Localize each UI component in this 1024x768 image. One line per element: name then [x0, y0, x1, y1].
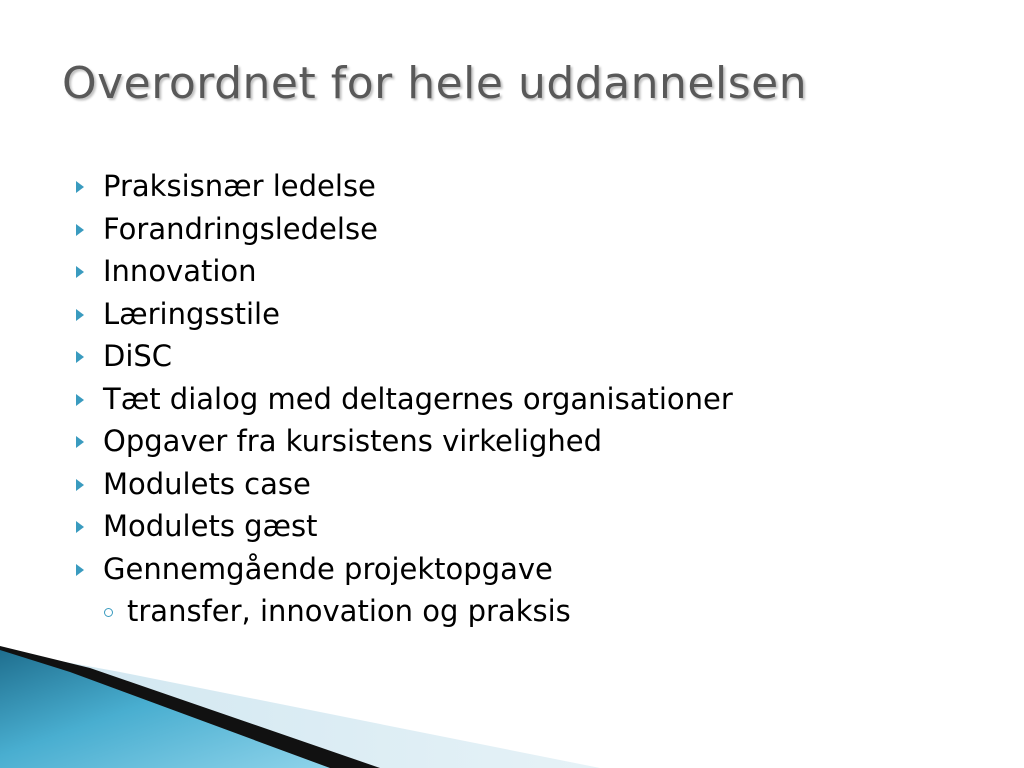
- bullet-text: Opgaver fra kursistens virkelighed: [103, 424, 602, 459]
- bullet-item: [76, 335, 733, 378]
- sub-bullet-item: [76, 590, 733, 633]
- bullet-text: Tæt dialog med deltagernes organisationer: [103, 381, 733, 416]
- bullet-text: Modulets gæst: [103, 509, 318, 544]
- triangle-right-icon: [76, 224, 84, 236]
- bullet-item: [76, 165, 733, 208]
- bullet-text: DiSC: [103, 339, 173, 374]
- triangle-right-icon: [76, 266, 84, 278]
- ring-icon: [104, 608, 113, 617]
- bullet-list: [76, 165, 733, 633]
- bullet-item: [76, 250, 733, 293]
- bullet-text: Forandringsledelse: [103, 211, 378, 246]
- triangle-right-icon: [76, 181, 84, 193]
- bullet-item: [76, 548, 733, 591]
- bullet-item: [76, 505, 733, 548]
- bullet-text: Læringsstile: [103, 296, 280, 331]
- triangle-right-icon: [76, 564, 84, 576]
- bullet-item: [76, 293, 733, 336]
- bullet-text: Innovation: [103, 254, 257, 289]
- triangle-right-icon: [76, 521, 84, 533]
- triangle-right-icon: [76, 394, 84, 406]
- bullet-text: Praksisnær ledelse: [103, 169, 376, 204]
- bullet-item: [76, 463, 733, 506]
- bullet-text: Gennemgående projektopgave: [103, 551, 553, 586]
- bullet-item: [76, 420, 733, 463]
- triangle-right-icon: [76, 436, 84, 448]
- bullet-item: [76, 378, 733, 421]
- triangle-right-icon: [76, 309, 84, 321]
- bullet-item: [76, 208, 733, 251]
- bullet-text: Modulets case: [103, 466, 311, 501]
- sub-bullet-text: transfer, innovation og praksis: [127, 594, 571, 629]
- triangle-right-icon: [76, 351, 84, 363]
- triangle-right-icon: [76, 479, 84, 491]
- slide-title: Overordnet for hele uddannelsen: [62, 58, 808, 109]
